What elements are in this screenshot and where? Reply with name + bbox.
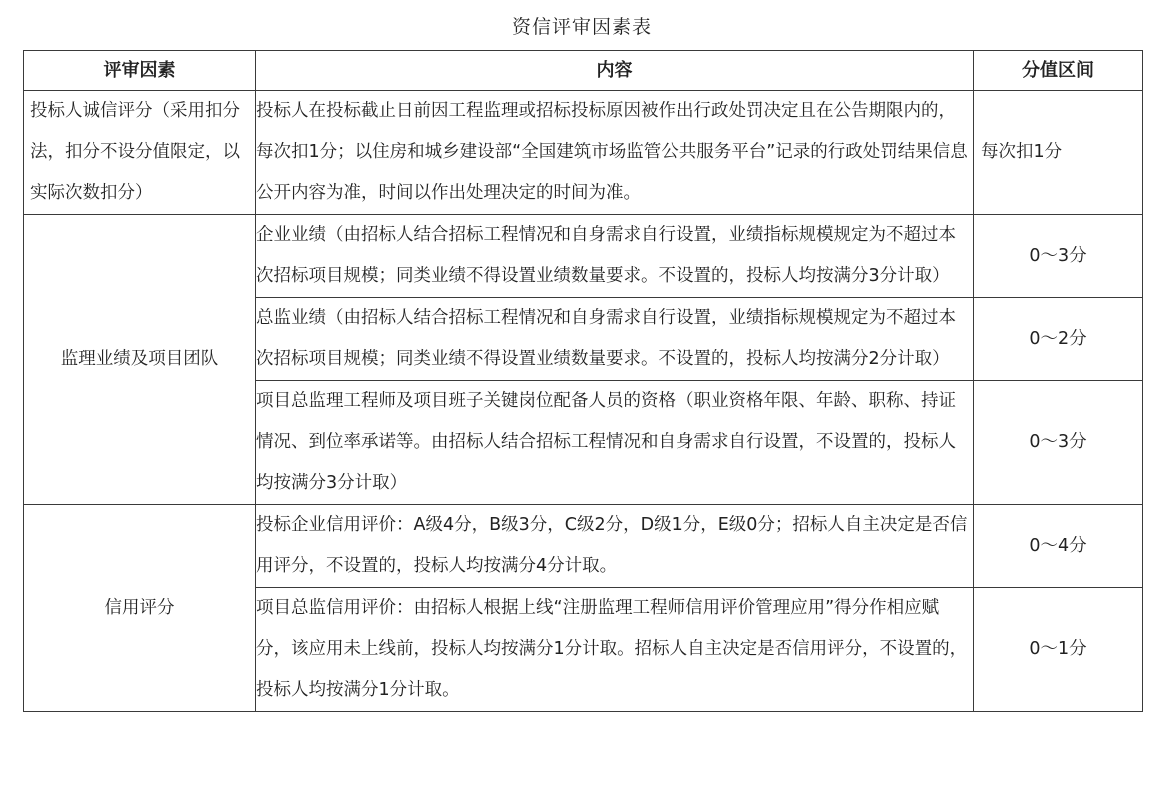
table-row (24, 505, 1143, 588)
table-row (24, 215, 1143, 298)
content-cell: 企业业绩（由招标人结合招标工程情况和自身需求自行设置，业绩指标规模规定为不超过本次招标项目规模；同类业绩不得设置业绩数量要求。不设置的，投标人均按满分3分计取） (256, 215, 974, 298)
table-header-row (24, 51, 1143, 91)
factor-cell: 投标人诚信评分（采用扣分法，扣分不设分值限定，以实际次数扣分） (24, 91, 256, 215)
score-cell: 0～4分 (974, 505, 1143, 588)
content-cell: 投标人在投标截止日前因工程监理或招标投标原因被作出行政处罚决定且在公告期限内的，每次扣1分；以住房和城乡建设部“全国建筑市场监管公共服务平台”记录的行政处罚结果信息公开内容为准，时间以作出处理决定的时间为准。 (256, 91, 974, 215)
content-cell: 总监业绩（由招标人结合招标工程情况和自身需求自行设置，业绩指标规模规定为不超过本次招标项目规模；同类业绩不得设置业绩数量要求。不设置的，投标人均按满分2分计取） (256, 298, 974, 381)
header-content: 内容 (256, 51, 974, 91)
page-title: 资信评审因素表 (511, 16, 652, 38)
factor-cell: 信用评分 (24, 505, 256, 712)
content-cell: 项目总监理工程师及项目班子关键岗位配备人员的资格（职业资格年限、年龄、职称、持证情况、到位率承诺等。由招标人结合招标工程情况和自身需求自行设置，不设置的，投标人均按满分3分计取） (256, 381, 974, 505)
score-cell: 0～2分 (974, 298, 1143, 381)
score-cell: 0～3分 (974, 381, 1143, 505)
header-score: 分值区间 (974, 51, 1143, 91)
factor-cell: 监理业绩及项目团队 (24, 215, 256, 505)
score-cell: 每次扣1分 (974, 91, 1143, 215)
review-factors-table (23, 50, 1143, 712)
content-cell: 投标企业信用评价：A级4分，B级3分，C级2分，D级1分，E级0分；招标人自主决定是否信用评分，不设置的，投标人均按满分4分计取。 (256, 505, 974, 588)
header-factor: 评审因素 (24, 51, 256, 91)
table-row (24, 91, 1143, 215)
content-cell: 项目总监信用评价：由招标人根据上线“注册监理工程师信用评价管理应用”得分作相应赋分，该应用未上线前，投标人均按满分1分计取。招标人自主决定是否信用评分，不设置的，投标人均按满分1分计取。 (256, 588, 974, 712)
score-cell: 0～3分 (974, 215, 1143, 298)
score-cell: 0～1分 (974, 588, 1143, 712)
